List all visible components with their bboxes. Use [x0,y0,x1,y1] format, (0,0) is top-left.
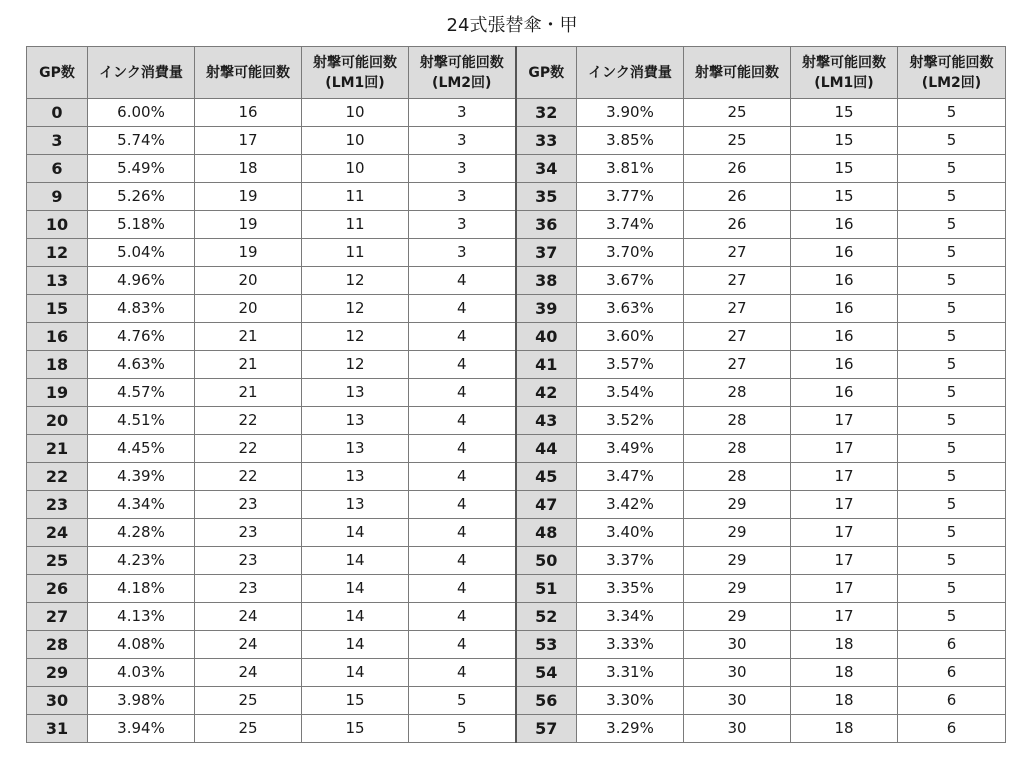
gp-cell: 21 [27,435,88,463]
shots-lm2-cell: 4 [409,547,516,575]
shots-lm2-cell: 4 [409,575,516,603]
ink-consumption-cell: 4.63% [88,351,195,379]
table-row [27,183,1006,211]
shots-lm2-cell: 3 [409,211,516,239]
shots-lm1-cell: 14 [302,519,409,547]
shots-lm1-cell: 16 [791,351,898,379]
shots-cell: 30 [684,687,791,715]
shots-cell: 24 [195,603,302,631]
ink-consumption-cell: 3.81% [577,155,684,183]
page-title: 24式張替傘・甲 [446,15,578,36]
gp-cell: 9 [27,183,88,211]
ink-consumption-cell: 3.63% [577,295,684,323]
shots-lm1-cell: 11 [302,211,409,239]
shots-lm1-cell: 15 [302,687,409,715]
table-row [27,435,1006,463]
shots-lm2-cell: 4 [409,351,516,379]
shots-cell: 30 [684,631,791,659]
shots-lm2-cell: 5 [898,575,1006,603]
table-row [27,519,1006,547]
shots-lm2-cell: 6 [898,659,1006,687]
shots-lm1-cell: 11 [302,183,409,211]
gp-cell: 48 [516,519,577,547]
shots-cell: 27 [684,239,791,267]
gp-cell: 54 [516,659,577,687]
shots-lm1-cell: 13 [302,491,409,519]
shots-lm1-cell: 16 [791,267,898,295]
shots-lm1-cell: 15 [791,155,898,183]
ink-consumption-cell: 4.18% [88,575,195,603]
gp-cell: 32 [516,99,577,127]
shots-lm1-cell: 18 [791,659,898,687]
ink-consumption-cell: 4.96% [88,267,195,295]
shots-lm1-cell: 17 [791,491,898,519]
gp-cell: 18 [27,351,88,379]
shots-lm2-cell: 3 [409,99,516,127]
ink-consumption-table [26,46,1006,743]
shots-cell: 25 [195,687,302,715]
gp-cell: 0 [27,99,88,127]
shots-lm2-cell: 5 [898,183,1006,211]
shots-cell: 29 [684,547,791,575]
shots-lm2-cell: 5 [898,463,1006,491]
shots-lm2-cell: 5 [409,715,516,743]
shots-cell: 24 [195,659,302,687]
table-row [27,491,1006,519]
table-row [27,127,1006,155]
shots-lm2-cell: 3 [409,183,516,211]
shots-lm1-cell: 17 [791,407,898,435]
shots-lm1-cell: 12 [302,295,409,323]
gp-cell: 30 [27,687,88,715]
shots-cell: 29 [684,491,791,519]
shots-lm1-cell: 14 [302,603,409,631]
header-ink-consumption: インク消費量 [577,47,684,99]
gp-cell: 38 [516,267,577,295]
gp-cell: 42 [516,379,577,407]
ink-consumption-cell: 3.57% [577,351,684,379]
shots-cell: 22 [195,435,302,463]
shots-cell: 25 [684,127,791,155]
gp-cell: 34 [516,155,577,183]
shots-lm2-cell: 5 [409,687,516,715]
table-row [27,659,1006,687]
shots-lm2-cell: 3 [409,155,516,183]
shots-cell: 16 [195,99,302,127]
shots-cell: 23 [195,519,302,547]
shots-lm2-cell: 6 [898,687,1006,715]
table-row [27,295,1006,323]
shots-lm1-cell: 13 [302,379,409,407]
gp-cell: 24 [27,519,88,547]
shots-lm1-cell: 13 [302,435,409,463]
shots-cell: 25 [684,99,791,127]
shots-lm2-cell: 5 [898,99,1006,127]
shots-cell: 27 [684,351,791,379]
shots-lm1-cell: 17 [791,435,898,463]
shots-lm2-cell: 5 [898,351,1006,379]
table-row [27,603,1006,631]
gp-cell: 22 [27,463,88,491]
gp-cell: 52 [516,603,577,631]
ink-consumption-cell: 4.23% [88,547,195,575]
header-ink-consumption: インク消費量 [88,47,195,99]
gp-cell: 44 [516,435,577,463]
shots-lm2-cell: 4 [409,463,516,491]
shots-lm2-cell: 3 [409,239,516,267]
gp-cell: 13 [27,267,88,295]
ink-consumption-cell: 3.52% [577,407,684,435]
ink-consumption-cell: 5.74% [88,127,195,155]
shots-lm2-cell: 5 [898,379,1006,407]
gp-cell: 45 [516,463,577,491]
gp-cell: 37 [516,239,577,267]
table-row [27,155,1006,183]
shots-lm2-cell: 6 [898,715,1006,743]
shots-lm1-cell: 17 [791,519,898,547]
shots-lm1-cell: 18 [791,687,898,715]
gp-cell: 43 [516,407,577,435]
shots-cell: 20 [195,295,302,323]
header-shots-lm1: 射撃可能回数 (LM1回) [302,47,409,99]
shots-lm1-cell: 16 [791,239,898,267]
ink-consumption-cell: 3.85% [577,127,684,155]
shots-lm1-cell: 15 [791,127,898,155]
ink-consumption-cell: 3.35% [577,575,684,603]
shots-cell: 28 [684,379,791,407]
shots-cell: 19 [195,183,302,211]
ink-consumption-cell: 5.49% [88,155,195,183]
shots-cell: 22 [195,407,302,435]
ink-consumption-cell: 4.76% [88,323,195,351]
shots-cell: 21 [195,379,302,407]
ink-consumption-cell: 4.51% [88,407,195,435]
shots-lm1-cell: 16 [791,323,898,351]
ink-consumption-cell: 4.08% [88,631,195,659]
shots-lm1-cell: 17 [791,575,898,603]
shots-cell: 20 [195,267,302,295]
shots-lm2-cell: 5 [898,323,1006,351]
shots-lm1-cell: 13 [302,407,409,435]
shots-lm2-cell: 5 [898,239,1006,267]
ink-consumption-cell: 3.70% [577,239,684,267]
shots-lm1-cell: 14 [302,547,409,575]
shots-lm2-cell: 4 [409,323,516,351]
shots-lm1-cell: 17 [791,547,898,575]
shots-lm1-cell: 10 [302,155,409,183]
gp-cell: 19 [27,379,88,407]
gp-cell: 36 [516,211,577,239]
shots-lm1-cell: 13 [302,463,409,491]
ink-consumption-cell: 3.34% [577,603,684,631]
gp-cell: 3 [27,127,88,155]
shots-lm1-cell: 18 [791,715,898,743]
table-row [27,575,1006,603]
ink-consumption-cell: 3.47% [577,463,684,491]
shots-lm1-cell: 16 [791,379,898,407]
shots-lm2-cell: 5 [898,407,1006,435]
ink-consumption-cell: 4.34% [88,491,195,519]
table-row [27,631,1006,659]
ink-consumption-cell: 5.18% [88,211,195,239]
shots-cell: 21 [195,323,302,351]
shots-lm2-cell: 3 [409,127,516,155]
gp-cell: 56 [516,687,577,715]
shots-lm2-cell: 5 [898,155,1006,183]
shots-cell: 19 [195,239,302,267]
ink-consumption-cell: 3.30% [577,687,684,715]
gp-cell: 41 [516,351,577,379]
shots-lm2-cell: 4 [409,603,516,631]
shots-lm1-cell: 14 [302,631,409,659]
header-shots-lm2: 射撃可能回数 (LM2回) [898,47,1006,99]
table-row [27,463,1006,491]
header-shots: 射撃可能回数 [684,47,791,99]
table-row [27,323,1006,351]
ink-consumption-cell: 3.74% [577,211,684,239]
shots-cell: 19 [195,211,302,239]
shots-cell: 22 [195,463,302,491]
gp-cell: 27 [27,603,88,631]
shots-lm1-cell: 10 [302,99,409,127]
gp-cell: 29 [27,659,88,687]
shots-cell: 29 [684,603,791,631]
shots-cell: 27 [684,267,791,295]
shots-lm2-cell: 6 [898,631,1006,659]
table-row [27,407,1006,435]
table-row [27,239,1006,267]
ink-consumption-cell: 4.28% [88,519,195,547]
ink-consumption-cell: 4.57% [88,379,195,407]
ink-consumption-cell: 4.13% [88,603,195,631]
gp-cell: 57 [516,715,577,743]
gp-cell: 47 [516,491,577,519]
shots-cell: 29 [684,575,791,603]
gp-cell: 39 [516,295,577,323]
shots-cell: 23 [195,575,302,603]
ink-consumption-cell: 4.39% [88,463,195,491]
shots-cell: 26 [684,211,791,239]
ink-consumption-cell: 3.42% [577,491,684,519]
shots-lm2-cell: 5 [898,295,1006,323]
shots-cell: 26 [684,183,791,211]
table-row [27,547,1006,575]
header-shots-lm2: 射撃可能回数 (LM2回) [409,47,516,99]
shots-lm1-cell: 12 [302,267,409,295]
ink-consumption-cell: 5.04% [88,239,195,267]
shots-cell: 28 [684,407,791,435]
ink-consumption-cell: 5.26% [88,183,195,211]
gp-cell: 33 [516,127,577,155]
shots-cell: 28 [684,463,791,491]
table-row [27,351,1006,379]
gp-cell: 28 [27,631,88,659]
shots-lm2-cell: 4 [409,435,516,463]
table-body [27,99,1006,743]
shots-lm2-cell: 4 [409,519,516,547]
table-row [27,211,1006,239]
ink-consumption-cell: 4.83% [88,295,195,323]
shots-lm2-cell: 5 [898,519,1006,547]
table-row [27,267,1006,295]
shots-lm2-cell: 5 [898,435,1006,463]
shots-lm2-cell: 5 [898,547,1006,575]
ink-consumption-cell: 3.94% [88,715,195,743]
shots-lm1-cell: 17 [791,603,898,631]
gp-cell: 35 [516,183,577,211]
shots-lm2-cell: 5 [898,603,1006,631]
shots-lm1-cell: 18 [791,631,898,659]
header-gp: GP数 [516,47,577,99]
shots-lm1-cell: 10 [302,127,409,155]
shots-lm2-cell: 4 [409,379,516,407]
shots-cell: 23 [195,491,302,519]
shots-lm1-cell: 15 [302,715,409,743]
shots-lm1-cell: 17 [791,463,898,491]
shots-cell: 17 [195,127,302,155]
gp-cell: 12 [27,239,88,267]
header-shots-lm1: 射撃可能回数 (LM1回) [791,47,898,99]
shots-lm2-cell: 4 [409,491,516,519]
shots-lm1-cell: 15 [791,99,898,127]
shots-lm2-cell: 5 [898,127,1006,155]
shots-cell: 23 [195,547,302,575]
header-row [27,47,1006,99]
shots-lm1-cell: 14 [302,659,409,687]
ink-consumption-cell: 3.31% [577,659,684,687]
gp-cell: 50 [516,547,577,575]
gp-cell: 20 [27,407,88,435]
header-shots: 射撃可能回数 [195,47,302,99]
shots-lm2-cell: 4 [409,267,516,295]
header-gp: GP数 [27,47,88,99]
shots-lm2-cell: 4 [409,659,516,687]
shots-cell: 24 [195,631,302,659]
shots-cell: 21 [195,351,302,379]
gp-cell: 40 [516,323,577,351]
ink-consumption-cell: 3.98% [88,687,195,715]
gp-cell: 53 [516,631,577,659]
shots-lm1-cell: 16 [791,295,898,323]
table-row [27,687,1006,715]
table-row [27,715,1006,743]
table-row [27,379,1006,407]
gp-cell: 31 [27,715,88,743]
shots-lm2-cell: 4 [409,295,516,323]
ink-consumption-cell: 3.60% [577,323,684,351]
ink-consumption-cell: 3.40% [577,519,684,547]
gp-cell: 51 [516,575,577,603]
shots-lm2-cell: 4 [409,631,516,659]
ink-consumption-cell: 3.37% [577,547,684,575]
shots-cell: 28 [684,435,791,463]
shots-lm1-cell: 12 [302,323,409,351]
shots-lm2-cell: 5 [898,267,1006,295]
ink-consumption-cell: 3.54% [577,379,684,407]
ink-consumption-cell: 3.67% [577,267,684,295]
shots-cell: 30 [684,659,791,687]
shots-cell: 30 [684,715,791,743]
shots-cell: 18 [195,155,302,183]
gp-cell: 26 [27,575,88,603]
gp-cell: 15 [27,295,88,323]
gp-cell: 25 [27,547,88,575]
gp-cell: 10 [27,211,88,239]
shots-lm2-cell: 4 [409,407,516,435]
shots-cell: 26 [684,155,791,183]
ink-consumption-cell: 3.77% [577,183,684,211]
gp-cell: 6 [27,155,88,183]
shots-cell: 25 [195,715,302,743]
ink-consumption-cell: 4.45% [88,435,195,463]
ink-consumption-cell: 3.49% [577,435,684,463]
shots-cell: 27 [684,295,791,323]
gp-cell: 16 [27,323,88,351]
ink-consumption-cell: 3.90% [577,99,684,127]
table-row [27,99,1006,127]
gp-cell: 23 [27,491,88,519]
ink-consumption-cell: 3.33% [577,631,684,659]
shots-lm1-cell: 14 [302,575,409,603]
ink-consumption-cell: 3.29% [577,715,684,743]
shots-lm1-cell: 16 [791,211,898,239]
shots-cell: 29 [684,519,791,547]
shots-lm2-cell: 5 [898,491,1006,519]
ink-consumption-cell: 6.00% [88,99,195,127]
shots-lm1-cell: 12 [302,351,409,379]
shots-lm1-cell: 11 [302,239,409,267]
shots-cell: 27 [684,323,791,351]
ink-consumption-cell: 4.03% [88,659,195,687]
shots-lm2-cell: 5 [898,211,1006,239]
shots-lm1-cell: 15 [791,183,898,211]
